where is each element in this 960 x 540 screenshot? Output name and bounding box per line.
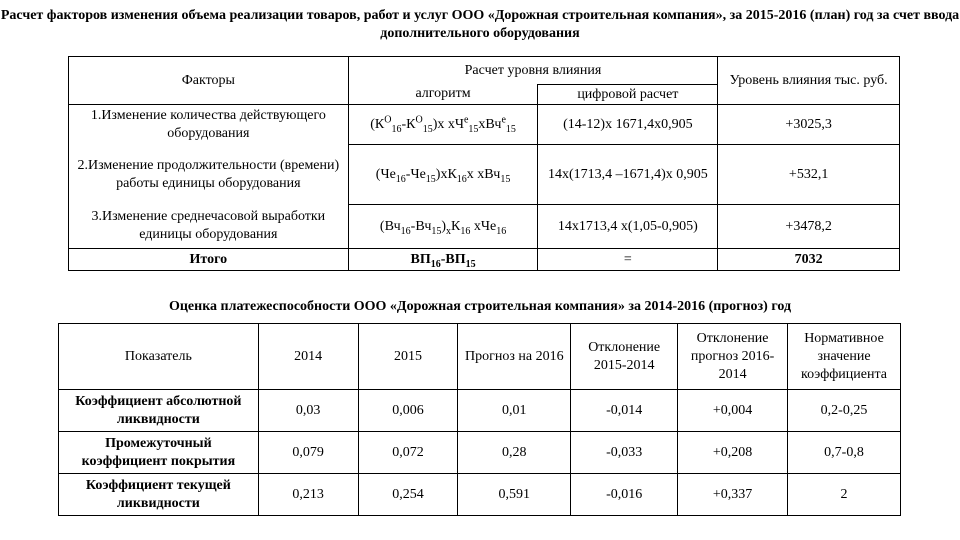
value-2014: 0,079	[258, 432, 358, 474]
header-deviation-2015-2014: Отклонение 2015-2014	[571, 324, 678, 390]
header-forecast-2016: Прогноз на 2016	[458, 324, 571, 390]
deviation-2016-2014: +0,208	[678, 432, 788, 474]
deviation-2016-2014: +0,004	[678, 390, 788, 432]
factor-cell: 1.Изменение количества действующего оборудования	[69, 105, 349, 145]
algorithm-cell: $(Вч_{16}-Вч_{15})_хК_{16}$ хЧе$_{16}$	[348, 205, 538, 249]
forecast-2016: 0,28	[458, 432, 571, 474]
value-2015: 0,254	[358, 474, 458, 516]
value-2014: 0,213	[258, 474, 358, 516]
normative-value: 2	[788, 474, 901, 516]
header-2014: 2014	[258, 324, 358, 390]
header-normative: Нормативное значение коэффициента	[788, 324, 901, 390]
header-2015: 2015	[358, 324, 458, 390]
factors-table	[68, 56, 900, 271]
forecast-2016: 0,01	[458, 390, 571, 432]
deviation-2015-2014: -0,014	[571, 390, 678, 432]
level-cell: +3025,3	[718, 105, 900, 145]
algorithm-cell: $(К^О_{16}-К^О_{15})х$ $хЧ^е_{15}хВч^е_{15}$	[348, 105, 538, 145]
header-indicator: Показатель	[59, 324, 259, 390]
digital-cell: 14х1713,4 х(1,05-0,905)	[538, 205, 718, 249]
header-level: Уровень влияния тыс. руб.	[718, 57, 900, 105]
digital-cell: 14х(1713,4 –1671,4)х 0,905	[538, 145, 718, 205]
header-factors: Факторы	[69, 57, 349, 105]
forecast-2016: 0,591	[458, 474, 571, 516]
deviation-2015-2014: -0,016	[571, 474, 678, 516]
deviation-2015-2014: -0,033	[571, 432, 678, 474]
value-2014: 0,03	[258, 390, 358, 432]
normative-value: 0,2-0,25	[788, 390, 901, 432]
normative-value: 0,7-0,8	[788, 432, 901, 474]
table-row	[69, 145, 900, 205]
table-row	[69, 205, 900, 249]
value-2015: 0,006	[358, 390, 458, 432]
factor-cell: 3.Изменение среднечасовой выработки единицы оборудования	[69, 205, 349, 249]
table-row	[69, 105, 900, 145]
indicator-name: Промежуточный коэффициент покрытия	[59, 432, 259, 474]
header-row	[59, 324, 901, 390]
indicator-name: Коэффициент текущей ликвидности	[59, 474, 259, 516]
algorithm-total: $ВП_{16}-ВП_{15}$	[348, 249, 538, 271]
value-2015: 0,072	[358, 432, 458, 474]
factor-cell: 2.Изменение продолжительности (времени) работы единицы оборудования	[69, 145, 349, 205]
total-label: Итого	[69, 249, 349, 271]
table1-title: Расчет факторов изменения объема реализации товаров, работ и услуг ООО «Дорожная строительная компания», за 2015-2016 (план) год за счет ввода дополнительного оборудования	[0, 8, 960, 41]
indicator-name: Коэффициент абсолютной ликвидности	[59, 390, 259, 432]
solvency-table	[58, 323, 901, 516]
header-calc: Расчет уровня влияния	[348, 57, 718, 85]
header-deviation-2016-2014: Отклонение прогноз 2016-2014	[678, 324, 788, 390]
digital-cell: (14-12)х 1671,4х0,905	[538, 105, 718, 145]
table-row	[59, 432, 901, 474]
header-algorithm: алгоритм	[348, 85, 538, 105]
level-cell: +532,1	[718, 145, 900, 205]
header-digital: цифровой расчет	[538, 85, 718, 105]
algorithm-cell: $(Че_{16}-Че_{15})хК_{16}х$ хВч$_{15}$	[348, 145, 538, 205]
deviation-2016-2014: +0,337	[678, 474, 788, 516]
table2-title: Оценка платежеспособности ООО «Дорожная строительная компания» за 2014-2016 (прогноз) год	[168, 299, 792, 314]
level-cell: +3478,2	[718, 205, 900, 249]
level-total: 7032	[718, 249, 900, 271]
digital-total: =	[538, 249, 718, 271]
table-row	[59, 390, 901, 432]
table-row	[59, 474, 901, 516]
table-row-total	[69, 249, 900, 271]
